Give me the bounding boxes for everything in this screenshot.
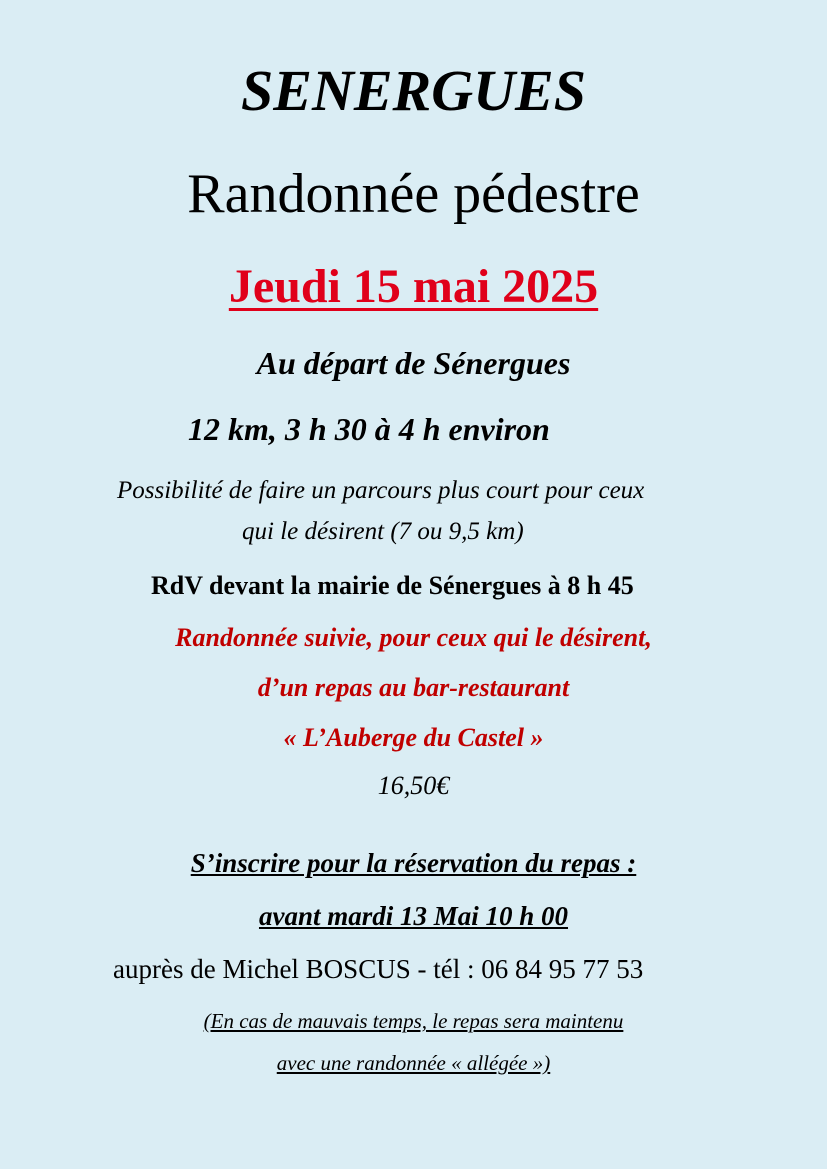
weather-note-line2: avec une randonnée « allégée »): [276, 1051, 551, 1075]
registration-heading: S’inscrire pour la réservation du repas :: [190, 848, 637, 878]
meal-info-line1: Randonnée suivie, pour ceux qui le désirent,: [175, 623, 652, 652]
event-title: SENERGUES: [241, 58, 586, 123]
contact-info: auprès de Michel BOSCUS - tél : 06 84 95 77 53: [113, 954, 644, 984]
distance-duration: 12 km, 3 h 30 à 4 h environ: [188, 411, 550, 447]
departure-info: Au départ de Sénergues: [256, 345, 571, 381]
meeting-point: RdV devant la mairie de Sénergues à 8 h 45: [151, 571, 634, 600]
short-route-option-line2: qui le désirent (7 ou 9,5 km): [242, 518, 524, 545]
restaurant-name: « L’Auberge du Castel »: [283, 723, 544, 752]
weather-note-line1: (En cas de mauvais temps, le repas sera maintenu: [203, 1009, 624, 1033]
registration-deadline: avant mardi 13 Mai 10 h 00: [258, 901, 569, 931]
event-subtitle: Randonnée pédestre: [187, 163, 640, 225]
short-route-option-line1: Possibilité de faire un parcours plus court pour ceux: [117, 477, 645, 504]
meal-info-line2: d’un repas au bar-restaurant: [257, 673, 570, 702]
meal-price: 16,50€: [377, 771, 450, 800]
event-date: Jeudi 15 mai 2025: [228, 260, 599, 313]
